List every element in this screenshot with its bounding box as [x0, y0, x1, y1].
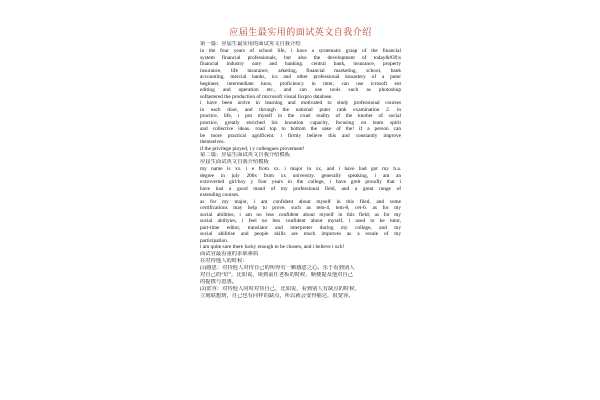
- english-text-line: softastered the production of microsoft visual foxpro database.: [200, 93, 333, 100]
- english-text-line: as for my major, i am confident about myself in this filed, and some: [200, 198, 401, 205]
- english-text-line: be more practical agnificent. i firmly believe this and constantly improve: [200, 132, 401, 139]
- english-text-line: in the four years of school life, i have a systematic grasp of the financial: [200, 48, 401, 54]
- english-text-line: participation.: [200, 237, 229, 244]
- chinese-text-line: 应届生面试英文自我介绍模板: [200, 159, 269, 165]
- english-text-line: practice, greatly enriched his knoution capacity, focusing on team spirit: [200, 119, 401, 126]
- chinese-text-line: 面试官最看重的求职素质: [200, 250, 259, 257]
- english-text-line: in each door, and through the national puter rank examination 2. in: [200, 106, 401, 113]
- english-text-line: my name is xx. i e from xx. i major in xx, and i have had got my b.a.: [200, 166, 401, 172]
- english-text-line: have had a good mand of my professional field, and a great range of: [200, 185, 401, 192]
- english-text-line: part-time editor, translator and interpreter during my college, and my: [200, 224, 401, 231]
- english-text-line: certifications may help to prove, such as tem-4, tem-8, cet-6. as for my: [200, 205, 401, 211]
- english-text-line: and collective ideas. road top to bottom the sake of the! if a person can: [200, 126, 401, 132]
- english-text-line: if the privilege ployed, i y colleagues provement!: [200, 145, 305, 152]
- english-text-line: i am quite sure there lucky enough to be chosen, and i believe i uch!: [200, 244, 345, 250]
- document-body: [200, 26, 401, 300]
- english-text-line: degree in july 200x from xx university. generally speaking, i am an: [200, 172, 401, 179]
- english-text-line: social abilities, i am no less confident about myself in this field; as for my: [200, 211, 401, 218]
- english-text-line: system financial professionals, but also the development of today&#39;s: [200, 54, 401, 61]
- english-text-line: accounting, mercial banks, ics and other professional knoastery of a puter: [200, 74, 401, 80]
- chinese-text-line: 在对待他人的时候：: [200, 257, 248, 264]
- document-text: [200, 41, 401, 300]
- english-text-line: insurance, life insurance, arketing, financial marketing, school, bank: [200, 67, 401, 74]
- english-text-line: social abilitise and people skills are much improves as a resule of my: [200, 231, 401, 237]
- english-text-line: beginner, intermediate knos, proficiency in inter, can use icrosoft ent: [200, 80, 401, 87]
- english-text-line: financial industry oary and banking. central bank, insurance, property: [200, 61, 401, 67]
- english-text-line: practice, life, i put myself in the cruel reality of the knoher of social: [200, 113, 401, 119]
- chinese-text-line: 对自己的“好”，比如说，谈到前任老板的时候，顺便提及他对自己: [200, 271, 354, 278]
- english-text-line: social abiltyies, i feel no less confident about myself, i used to be tutor,: [200, 218, 401, 224]
- chinese-text-line: 第二篇：应届生面试英文自我介绍模板: [200, 152, 291, 158]
- chinese-text-line: 立刻联想到，自己也有同样的缺点，所以就会变得豁达，很宽容。: [200, 292, 354, 299]
- english-text-line: themselves.: [200, 139, 225, 145]
- english-text-line: editing and operation etc., and can use tools such as photoshop: [200, 87, 401, 93]
- chinese-text-line: 的提携与恩惠。: [200, 278, 238, 285]
- chinese-text-line: (2)宽容：对待他人同时对待自己，比如说，看到别人有缺点的时候，: [200, 285, 360, 292]
- chinese-text-line: 第一篇：应届生最实用的面试英文自我介绍: [200, 41, 301, 47]
- document-title: 应届生最实用的面试英文自我介绍: [229, 27, 372, 37]
- english-text-line: extending courses.: [200, 192, 240, 198]
- english-text-line: extroverted girl/boy y four years in the college, i have greit proudly that i: [200, 179, 401, 185]
- chinese-text-line: (1)感恩：对待他人对待自己的所得有一颗感恩之心。乐于看到别人: [200, 264, 355, 271]
- english-text-line: i have been active in learning and motivated to study professional courses: [200, 100, 401, 106]
